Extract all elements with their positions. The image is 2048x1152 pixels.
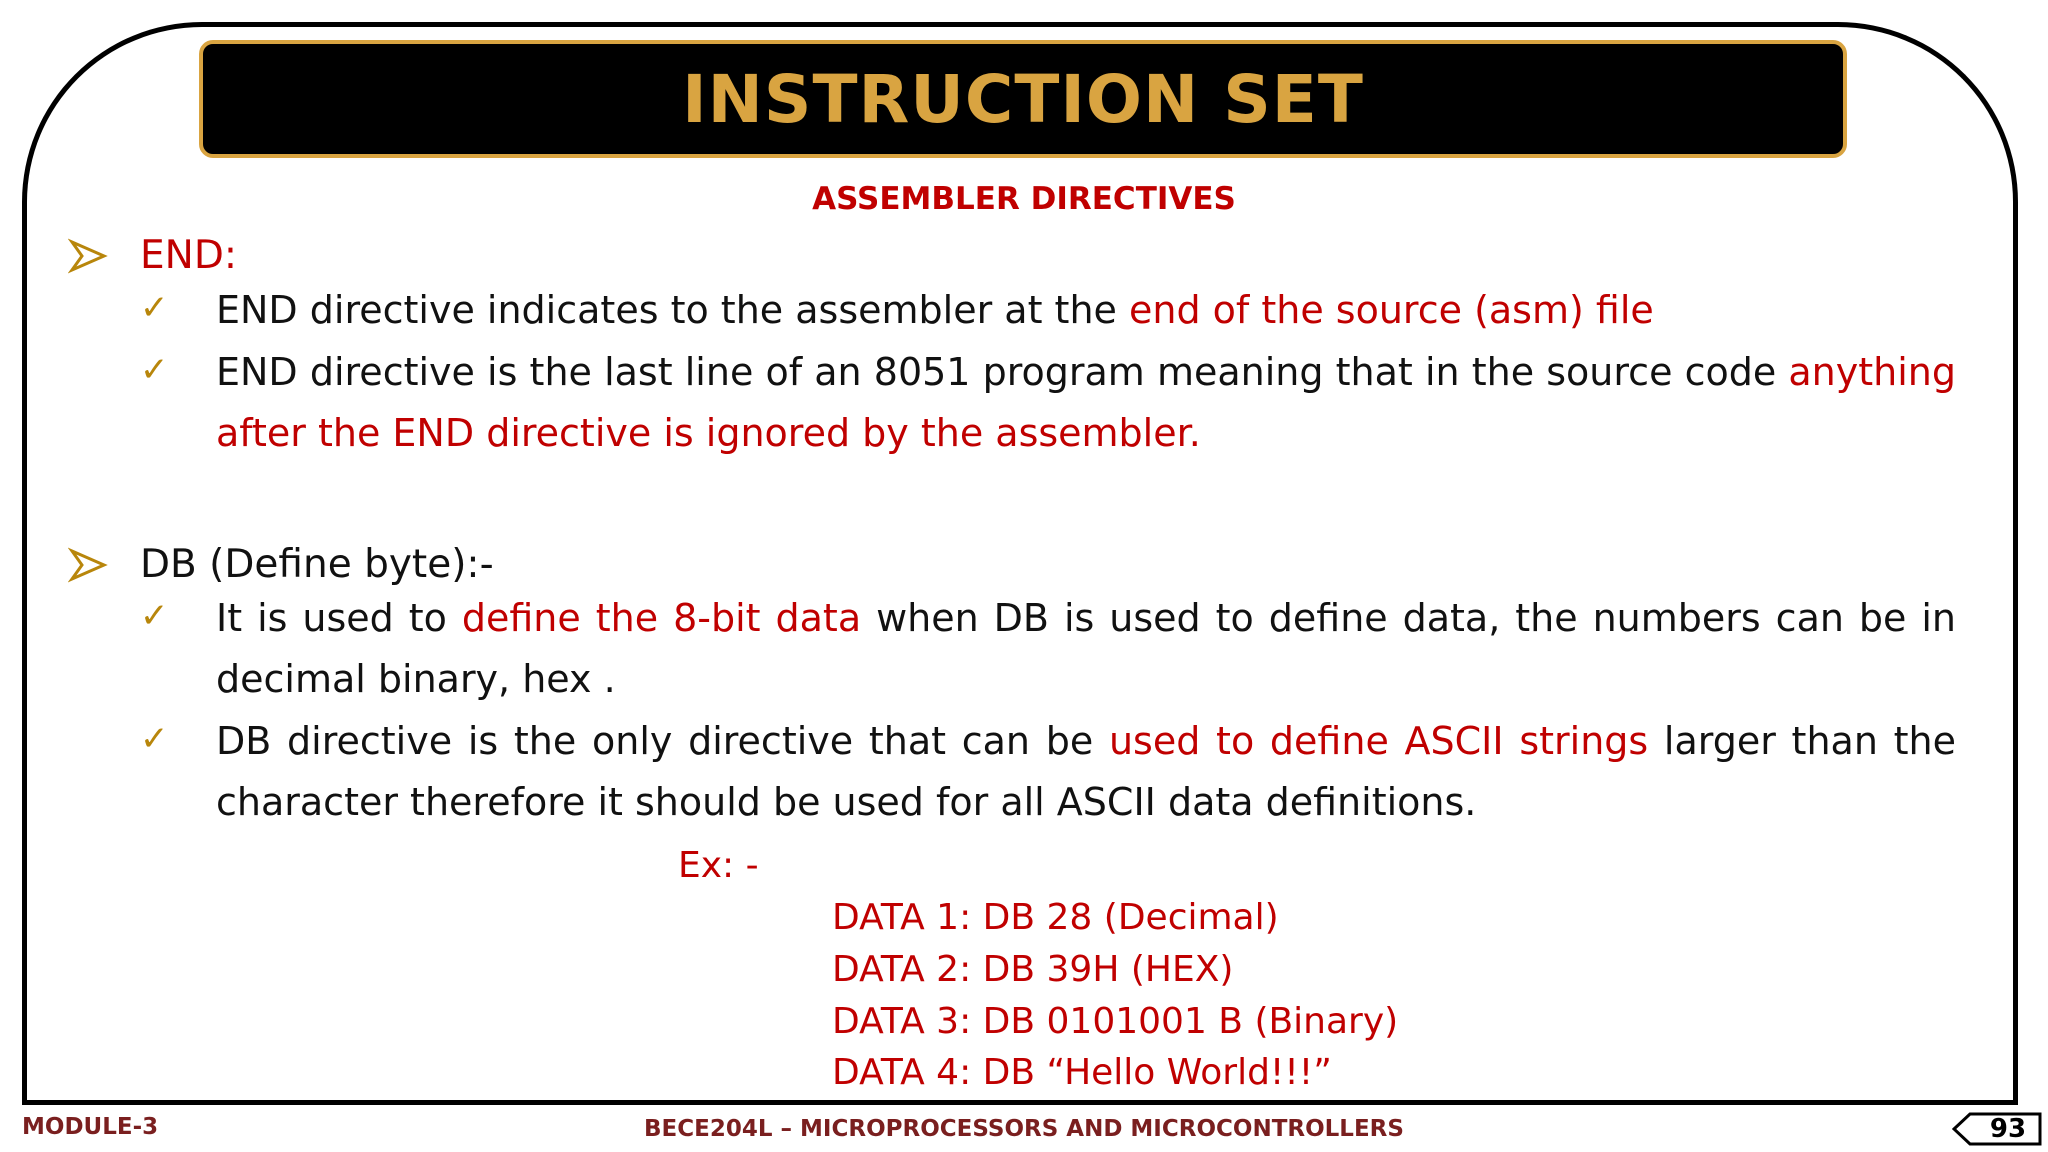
example-label: Ex: - [678, 845, 759, 886]
check-mark-icon: ✓ [140, 596, 169, 636]
footer-module: MODULE-3 [22, 1114, 159, 1140]
end-item-2-text [216, 342, 1956, 464]
db-item-2-text [216, 711, 1956, 833]
text-emphasis: used to define ASCII strings [1108, 719, 1649, 763]
text-part: END directive is the last line of an 8051 program meaning that in the source code [216, 350, 1789, 394]
example-line: DATA 2: DB 39H (HEX) [832, 949, 1234, 990]
example-line: DATA 4: DB “Hello World!!!” [832, 1052, 1332, 1093]
check-mark-icon: ✓ [140, 288, 169, 328]
example-line: DATA 3: DB 0101001 B (Binary) [832, 1001, 1399, 1042]
db-item-1-text [216, 588, 1956, 710]
text-emphasis: end of the source (asm) file [1128, 288, 1654, 332]
section-heading-db: DB (Define byte):- [140, 542, 494, 587]
page-title: INSTRUCTION SET [682, 60, 1364, 138]
text-emphasis: define the 8-bit data [461, 596, 862, 640]
text-part: It is used to [216, 596, 462, 640]
section-subtitle: ASSEMBLER DIRECTIVES [812, 181, 1236, 217]
check-mark-icon: ✓ [140, 350, 169, 390]
bullet-end [68, 232, 1968, 278]
arrow-right-icon [68, 238, 108, 274]
text-emphasis: anything after the END directive is ignored by the assembler. [216, 350, 1956, 455]
text-part: END directive indicates to the assembler at the [216, 288, 1129, 332]
check-mark-icon: ✓ [140, 719, 169, 759]
arrow-right-icon [68, 547, 108, 583]
example-line: DATA 1: DB 28 (Decimal) [832, 897, 1279, 938]
bullet-db [68, 541, 1968, 587]
text-part: when DB is used to define data, the numbers can be in decimal binary, hex . [216, 596, 1957, 701]
end-item-1-text [216, 280, 1956, 341]
footer-course: BECE204L – MICROPROCESSORS AND MICROCONTROLLERS [644, 1116, 1404, 1142]
section-heading-end: END: [140, 233, 237, 278]
text-part: larger than the character therefore it should be used for all ASCII data definitions. [216, 719, 1956, 824]
page-number: 93 [1989, 1114, 2027, 1144]
text-part: DB directive is the only directive that can be [216, 719, 1109, 763]
